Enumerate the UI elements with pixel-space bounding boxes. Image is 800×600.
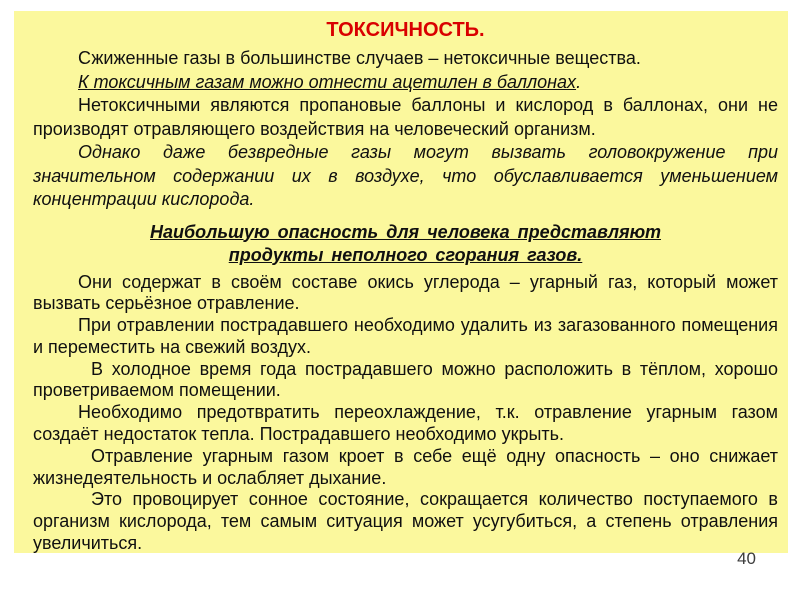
heading-line-2: продукты неполного сгорания газов. bbox=[228, 244, 583, 265]
paragraph-sleepy-state: Это провоцирует сонное состояние, сокращается количество поступаемого в организм кислорода, тем самым ситуация может усугубиться, а степень отравления увеличиться. bbox=[33, 489, 778, 553]
slide-card bbox=[14, 11, 788, 553]
heading-line-1: Наибольшую опасность для человека представляют bbox=[150, 221, 661, 242]
paragraph-toxic-gases bbox=[33, 71, 778, 95]
main-section bbox=[33, 272, 778, 554]
paragraph-prevent-hypothermia: Необходимо предотвратить переохлаждение, т.к. отравление угарным газом создаёт недостаток тепла. Пострадавшего необходимо укрыть. bbox=[33, 402, 778, 445]
paragraph-co-danger-breathing: Отравление угарным газом кроет в себе ещё одну опасность – оно снижает жизнедеятельность и ослабляет дыхание. bbox=[33, 445, 778, 488]
paragraph-nontoxic-cylinders: Нетоксичными являются пропановые баллоны и кислород в баллонах, они не производят отравляющего воздействия на человеческий организм. bbox=[33, 95, 778, 139]
paragraph-liquefied-gases: Сжиженные газы в большинстве случаев – нетоксичные вещества. bbox=[78, 48, 641, 68]
paragraph-cold-season: В холодное время года пострадавшего можно расположить в тёплом, хорошо проветриваемом помещении. bbox=[33, 358, 778, 401]
slide-title: ТОКСИЧНОСТЬ. bbox=[326, 19, 485, 41]
paragraph-harmless-gases-dizziness: Однако даже безвредные газы могут вызвать головокружение при значительном содержании их в воздухе, что обуславливается уменьшением концентрации кислорода. bbox=[33, 142, 778, 209]
toxic-gases-underlined-text: К токсичным газам можно отнести ацетилен в баллонах bbox=[78, 71, 577, 92]
heading-greatest-danger bbox=[33, 221, 778, 267]
paragraph-carbon-monoxide: Они содержат в своём составе окись углерода – угарный газ, который может вызвать серьёзное отравление. bbox=[33, 271, 778, 314]
paragraph-remove-victim: При отравлении пострадавшего необходимо удалить из загазованного помещения и переместить на свежий воздух. bbox=[33, 315, 778, 357]
toxic-gases-period: . bbox=[576, 71, 582, 92]
intro-section bbox=[33, 47, 778, 212]
page-number: 40 bbox=[737, 549, 756, 568]
